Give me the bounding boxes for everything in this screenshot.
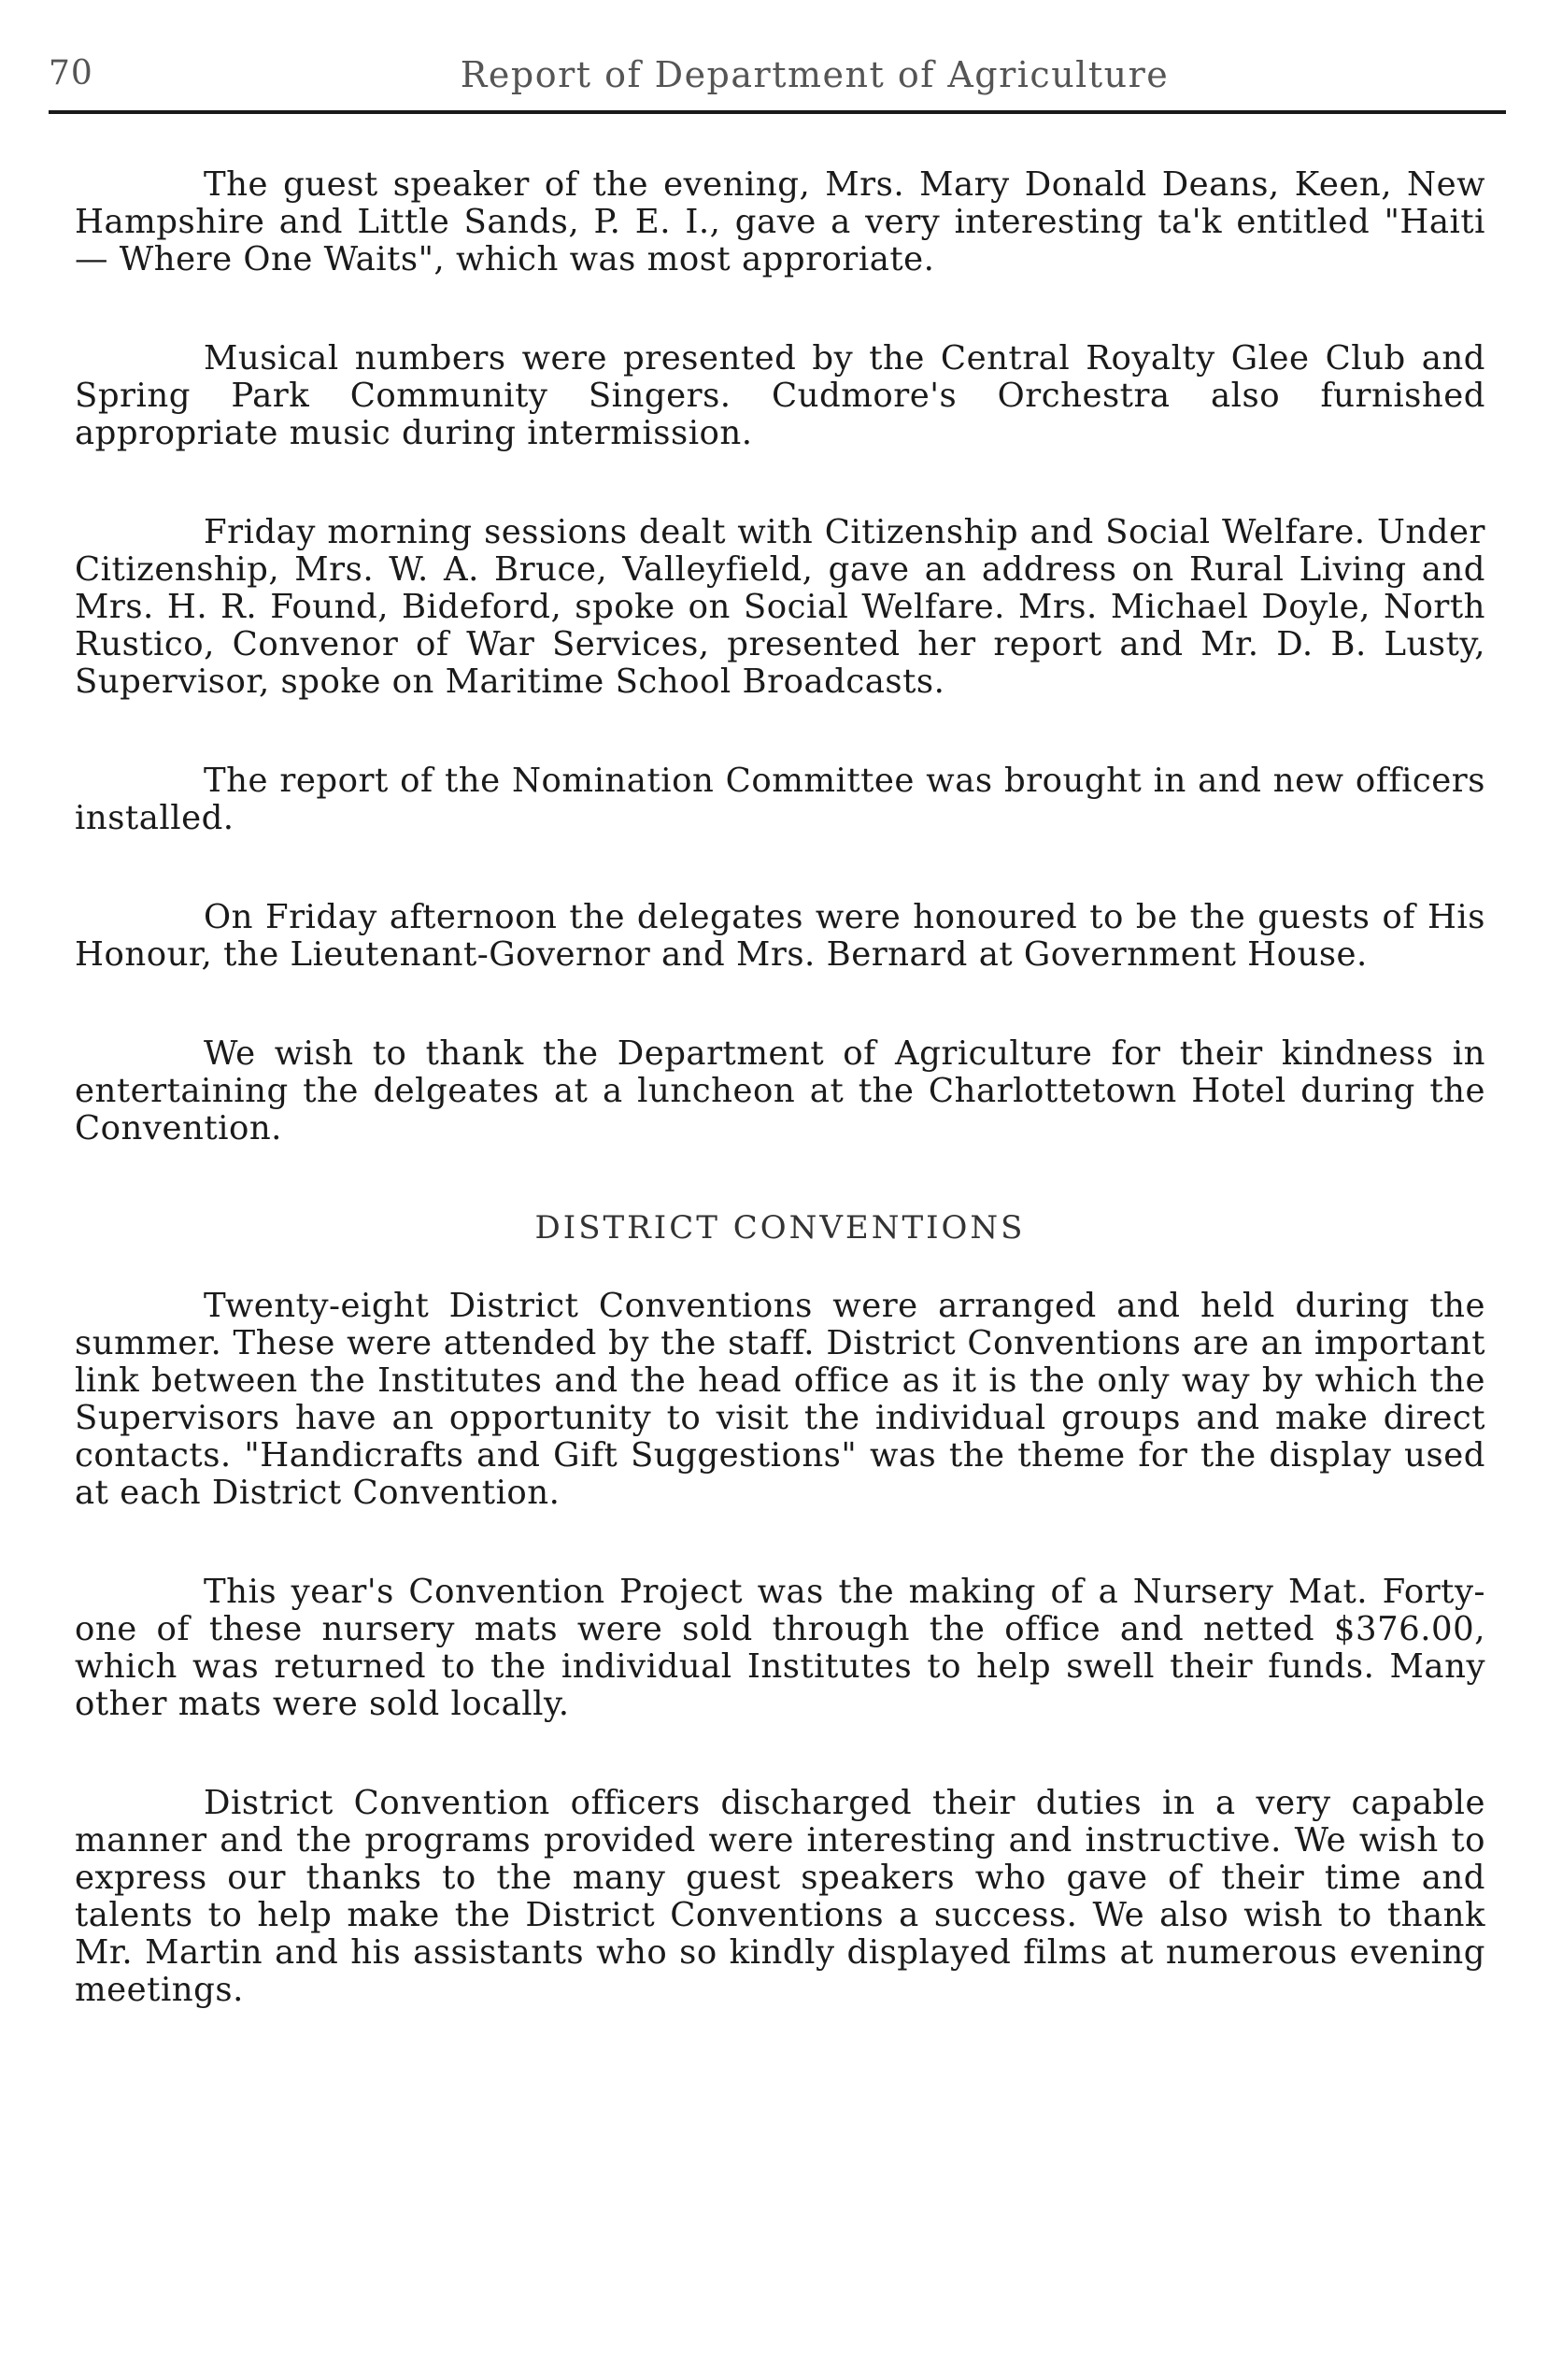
page-number: 70 — [49, 54, 93, 93]
paragraph-thanks-department: We wish to thank the Department of Agriculture for their kindness in entertaining the delgeates at a luncheon at the Charlottetown Hotel during the Convention. — [75, 1034, 1485, 1147]
paragraph-convention-project: This year's Convention Project was the making of a Nursery Mat. Forty-one of these nursery mats were sold through the office and netted $376.00, which was returned to the individual Institutes to help swell their funds. Many other mats were sold locally. — [75, 1573, 1485, 1723]
paragraph-convention-officers: District Convention officers discharged their duties in a very capable manner and the programs provided were interesting and instructive. We wish to express our thanks to the many guest speakers who gave of their time and talents to help make the District Conventions a success. We also wish to thank Mr. Martin and his assistants who so kindly displayed films at numerous evening meetings. — [75, 1784, 1485, 2009]
paragraph-district-conventions: Twenty-eight District Conventions were arranged and held during the summer. These were attended by the staff. District Conventions are an important link between the Institutes and the head office as it is the only way by which the Supervisors have an opportunity to visit the individual groups and make direct contacts. "Handicrafts and Gift Suggestions" was the theme for the display used at each District Convention. — [75, 1287, 1485, 1512]
paragraph-friday-afternoon: On Friday afternoon the delegates were honoured to be the guests of His Honour, the Lieutenant-Governor and Mrs. Bernard at Government House. — [75, 898, 1485, 974]
header-rule — [49, 110, 1506, 114]
section-heading: DISTRICT CONVENTIONS — [534, 1209, 1026, 1247]
paragraph-musical-numbers: Musical numbers were presented by the Central Royalty Glee Club and Spring Park Community Singers. Cudmore's Orchestra also furnished appropriate music during intermission. — [75, 339, 1485, 452]
page-body — [75, 166, 1485, 2071]
page-header — [49, 54, 1506, 110]
paragraph-guest-speaker: The guest speaker of the evening, Mrs. Mary Donald Deans, Keen, New Hampshire and Little Sands, P. E. I., gave a very interesting ta'k entitled "Haiti — Where One Waits", which was most approriate. — [75, 165, 1485, 278]
paragraph-friday-morning: Friday morning sessions dealt with Citizenship and Social Welfare. Under Citizenship, Mrs. W. A. Bruce, Valleyfield, gave an address on Rural Living and Mrs. H. R. Found, Bideford, spoke on Social Welfare. Mrs. Michael Doyle, North Rustico, Convenor of War Services, presented her report and Mr. D. B. Lusty, Supervisor, spoke on Maritime School Broadcasts. — [75, 513, 1485, 701]
running-head: Report of Department of Agriculture — [460, 54, 1170, 95]
paragraph-nomination-committee: The report of the Nomination Committee was brought in and new officers installed. — [75, 762, 1485, 837]
